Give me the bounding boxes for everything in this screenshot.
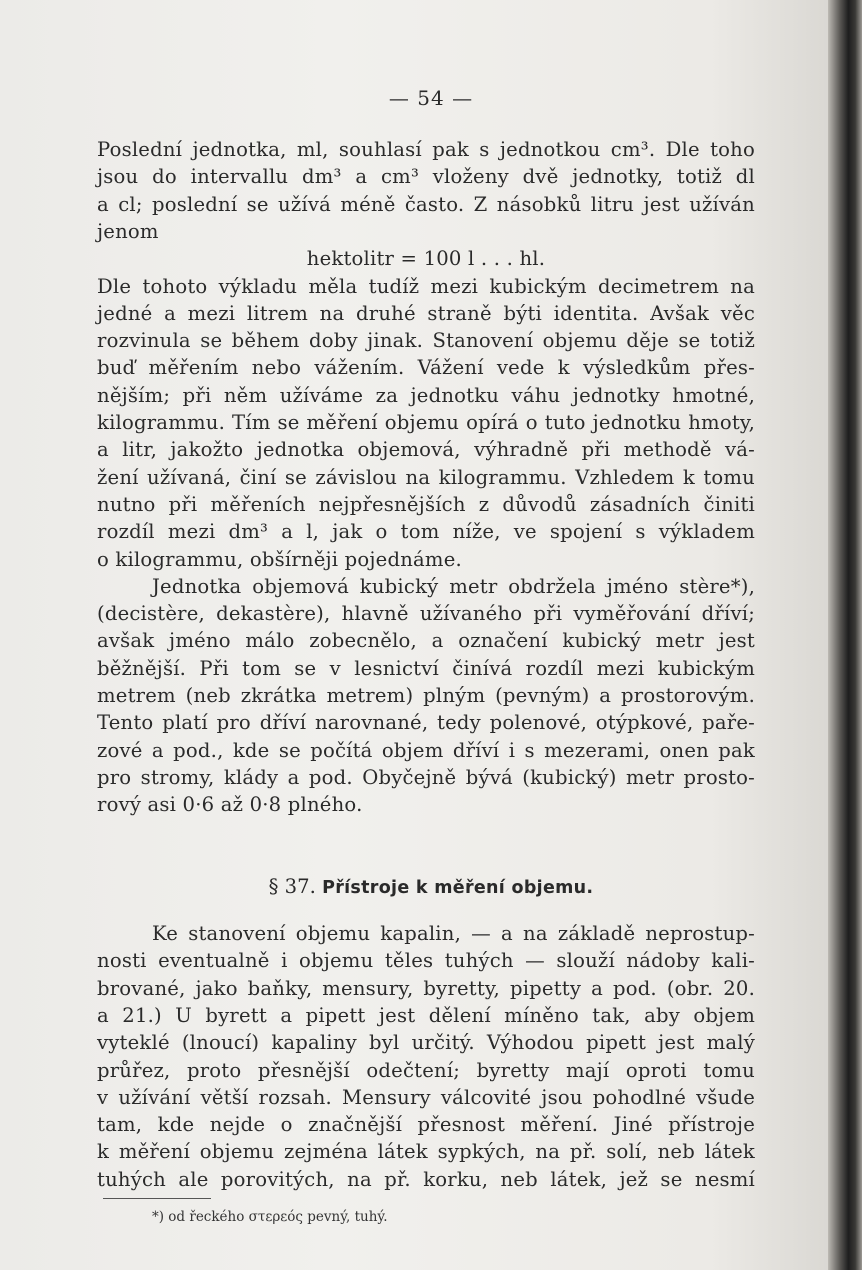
text-line: pro stromy, klády a pod. Obyčejně bývá (kubický) metr prosto-	[97, 765, 755, 789]
text-line: kilogrammu. Tím se měření objemu opírá o tuto jednotku hmoty,	[97, 411, 755, 434]
text-line: nosti eventualně i objemu těles tuhých — slouží nádoby kali-	[97, 949, 755, 973]
text-line: brované, jako baňky, mensury, byretty, pipetty a pod. (obr. 20.	[97, 976, 755, 1000]
text-line: jedné a mezi litrem na druhé straně býti identita. Avšak věc	[97, 301, 755, 325]
section-number: § 37.	[268, 875, 316, 898]
text-line: buď měřením nebo vážením. Vážení vede k výsledkům přes-	[97, 356, 755, 380]
text-line: Poslední jednotka, ml, souhlasí pak s jednotkou cm³. Dle toho	[97, 138, 755, 161]
text-line: rový asi 0·6 až 0·8 plného.	[97, 793, 363, 817]
text-line: a litr, jakožto jednotka objemová, výhradně při methodě vá-	[97, 438, 755, 462]
text-line: (decistère, dekastère), hlavně užívaného při vyměřování dříví;	[97, 602, 755, 626]
text-line: jenom	[97, 219, 159, 243]
text-line: v užívání větší rozsah. Mensury válcovité jsou pohodlné všude	[97, 1085, 755, 1109]
page-number: — 54 —	[388, 86, 474, 110]
text-line: průřez, proto přesnější odečtení; byretty mají oproti tomu	[97, 1058, 755, 1082]
book-binding-edge	[828, 0, 862, 1270]
text-line: běžnější. Při tom se v lesnictví činívá rozdíl mezi kubickým	[97, 656, 755, 680]
text-line: hektolitr = 100 l . . . hl.	[306, 247, 546, 271]
text-line: Dle tohoto výkladu měla tudíž mezi kubickým decimetrem na	[97, 274, 755, 298]
text-line: zové a pod., kde se počítá objem dříví i s mezerami, onen pak	[97, 738, 755, 762]
text-line: a cl; poslední se užívá méně často. Z násobků litru jest užíván	[97, 192, 755, 216]
text-line: jsou do intervallu dm³ a cm³ vloženy dvě jednotky, totiž dl	[97, 165, 755, 189]
text-line: vyteklé (lnoucí) kapaliny byl určitý. Výhodou pipett jest malý	[97, 1031, 755, 1055]
text-line: žení užívaná, činí se závislou na kilogrammu. Vzhledem k tomu	[97, 465, 755, 489]
text-line: rozvinula se během doby jinak. Stanovení objemu děje se totiž	[97, 329, 755, 353]
text-line: o kilogrammu, obšírněji pojednáme.	[97, 547, 462, 571]
section-heading	[0, 874, 862, 901]
text-line: nutno při měřeních nejpřesnějších z důvodů zásadních činiti	[97, 492, 755, 516]
text-line: a 21.) U byrett a pipett jest dělení míněno tak, aby objem	[97, 1003, 755, 1027]
text-line: Tento platí pro dříví narovnané, tedy polenové, otýpkové, paře-	[97, 711, 755, 735]
footnote-rule	[103, 1198, 211, 1199]
text-line: k měření objemu zejména látek sypkých, na př. solí, neb látek	[97, 1140, 755, 1164]
text-line: tam, kde nejde o značnější přesnost měření. Jiné přístroje	[97, 1113, 755, 1137]
text-line: rozdíl mezi dm³ a l, jak o tom níže, ve spojení s výkladem	[97, 520, 755, 544]
text-line: tuhých ale porovitých, na př. korku, neb látek, jež se nesmí	[97, 1167, 755, 1191]
text-line: nějším; při něm užíváme za jednotku váhu jednotky hmotné,	[97, 383, 755, 407]
text-line: Jednotka objemová kubický metr obdržela jméno stère*),	[152, 574, 755, 598]
text-line: avšak jméno málo zobecnělo, a označení kubický metr jest	[97, 629, 755, 653]
text-line: Ke stanovení objemu kapalin, — a na základě neprostup-	[152, 922, 755, 945]
text-line: metrem (neb zkrátka metrem) plným (pevným) a prostorovým.	[97, 684, 755, 707]
section-title: Přístroje k měření objemu.	[322, 878, 594, 898]
footnote: *) od řeckého στερεός pevný, tuhý.	[152, 1209, 388, 1225]
